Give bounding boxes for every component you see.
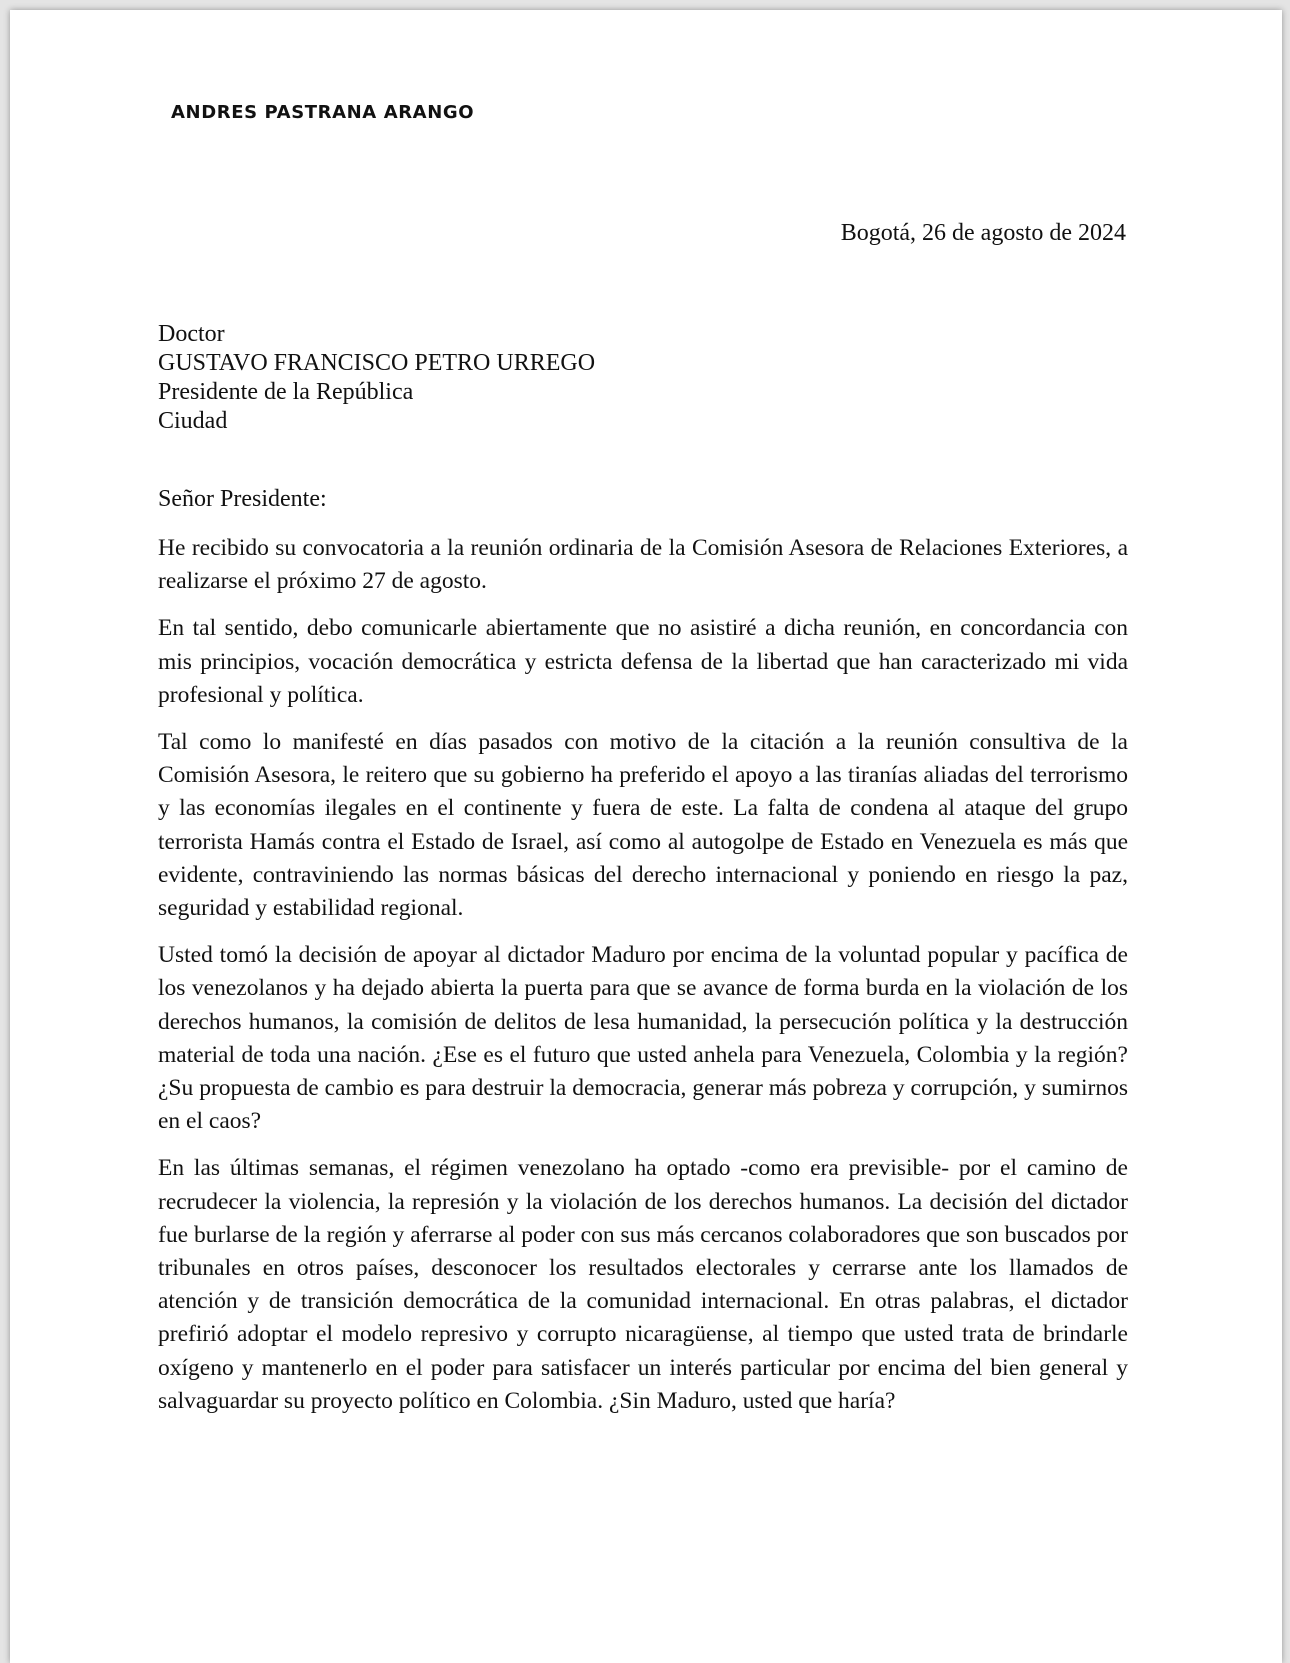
body-paragraph-1: He recibido su convocatoria a la reunión ordinaria de la Comisión Asesora de Relaciones Exteriores, a realizarse el próximo 27 de agosto. bbox=[158, 535, 1128, 595]
letterhead-name: ANDRES PASTRANA ARANGO bbox=[171, 102, 475, 123]
letter-date: Bogotá, 26 de agosto de 2024 bbox=[840, 220, 1126, 246]
body-paragraph-2: En tal sentido, debo comunicarle abiertamente que no asistiré a dicha reunión, en concordancia con mis principios, vocación democrática y estricta defensa de la libertad que han caracterizado mi vida profesional y política. bbox=[158, 615, 1128, 708]
salutation: Señor Presidente: bbox=[158, 486, 327, 512]
recipient-city: Ciudad bbox=[158, 408, 228, 434]
letter-body bbox=[158, 532, 1128, 1432]
body-paragraph-3: Tal como lo manifesté en días pasados con motivo de la citación a la reunión consultiva de la Comisión Asesora, le reitero que su gobierno ha preferido el apoyo a las tiranías aliadas del terrorismo y las economías ilegales en el continente y fuera de este. La falta de condena al ataque del grupo terrorista Hamás contra el Estado de Israel, así como al autogolpe de Estado en Venezuela es más que evidente, contraviniendo las normas básicas del derecho internacional y poniendo en riesgo la paz, seguridad y estabilidad regional. bbox=[158, 729, 1128, 922]
recipient-position: Presidente de la República bbox=[158, 379, 414, 405]
recipient-title: Doctor bbox=[158, 321, 225, 347]
body-paragraph-5: En las últimas semanas, el régimen venezolano ha optado -como era previsible- por el camino de recrudecer la violencia, la represión y la violación de los derechos humanos. La decisión del dictador fue burlarse de la región y aferrarse al poder con sus más cercanos colaboradores que son buscados por tribunales en otros países, desconocer los resultados electorales y cerrarse ante los llamados de atención y de transición democrática de la comunidad internacional. En otras palabras, el dictador prefirió adoptar el modelo represivo y corrupto nicaragüense, al tiempo que usted trata de brindarle oxígeno y mantenerlo en el poder para satisfacer un interés particular por encima del bien general y salvaguardar su proyecto político en Colombia. ¿Sin Maduro, usted que haría? bbox=[158, 1155, 1128, 1414]
recipient-name: GUSTAVO FRANCISCO PETRO URREGO bbox=[158, 350, 596, 376]
body-paragraph-4: Usted tomó la decisión de apoyar al dictador Maduro por encima de la voluntad popular y pacífica de los venezolanos y ha dejado abierta la puerta para que se avance de forma burda en la violación de los derechos humanos, la comisión de delitos de lesa humanidad, la persecución política y la destrucción material de toda una nación. ¿Ese es el futuro que usted anhela para Venezuela, Colombia y la región? ¿Su propuesta de cambio es para destruir la democracia, generar más pobreza y corrupción, y sumirnos en el caos? bbox=[158, 942, 1128, 1135]
letter-page bbox=[10, 10, 1282, 1663]
recipient-block bbox=[158, 320, 595, 436]
